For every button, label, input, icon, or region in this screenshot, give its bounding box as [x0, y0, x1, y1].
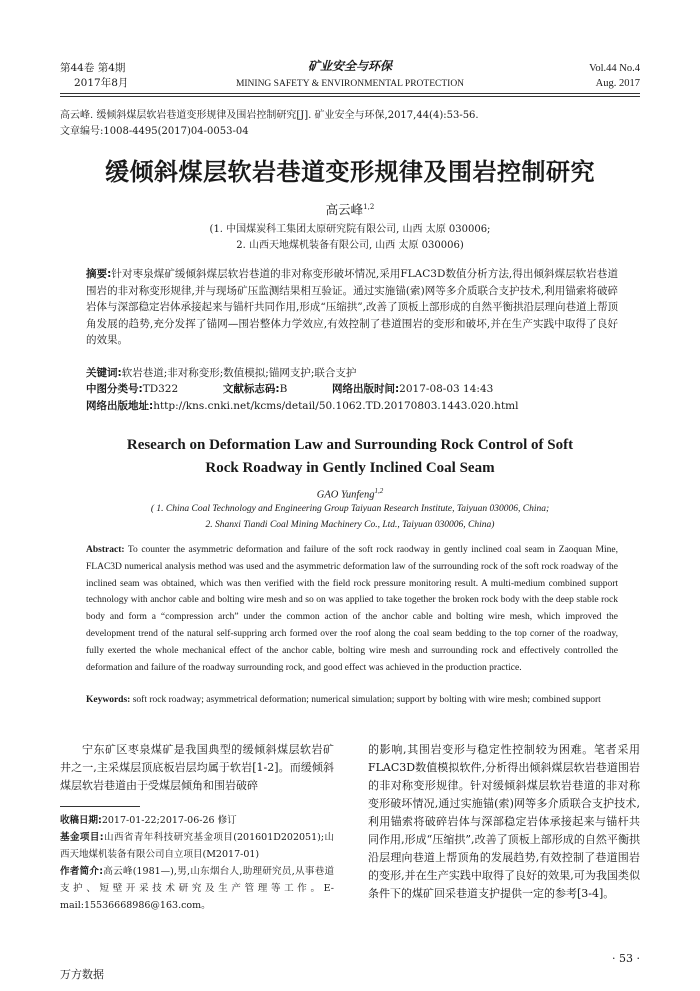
abstract-en-text: To counter the asymmetric deformation and failure of the soft rock raodway in gently inclined coal seam in Zaoquan Mine, FLAC3D numerical analysis method was used and the asymmetric deformation law of the surrounding rock of the soft rock roadway of the inclined seam was obtained, which was then verified with the field rock pressure monitoring result. A multi-medium combined support technology with anchor cable and bolting wire mesh and so on was applied to take together the broken rock body with the deep stable rock body and form a “compression arch” under the common action of the anchor cable and bolting wire mesh, which improved the development trend of the natural self-suppring arch formed over the roof along the coal seam bedding to the top corner of the roadway, fully exerted the whole mechanical effect of the anchor cable, bolting wire mesh and surrounding rock and effectively controlled the deformation and failure of the roadway surrounding rock, and good effect was achieved in the production practice.: [86, 545, 618, 673]
header-rule: [60, 93, 640, 94]
received-label: 收稿日期:: [60, 815, 102, 826]
header-date-cn: 2017年8月: [74, 77, 129, 89]
author-bio-value: 高云峰(1981—),男,山东烟台人,助理研究员,从事巷道支护、短壁开采技术研究及生产管理等工作。E-mail:15536668986@163.com。: [60, 866, 334, 911]
pub-url-link[interactable]: http://kns.cnki.net/kcms/detail/50.1062.TD.20170803.1443.020.html: [153, 400, 519, 412]
doc-code-value: B: [279, 383, 288, 395]
footnote-author: [60, 863, 334, 914]
title-en-line-1: Research on Deformation Law and Surrounding Rock Control of Soft: [126, 437, 574, 453]
footnote-rule: [60, 806, 140, 807]
footnote: [60, 812, 334, 914]
journal-name-cn: 矿业安全与环保: [307, 59, 392, 73]
affiliation-cn-1: (1. 中国煤炭科工集团太原研究院有限公司, 山西 太原 030006;: [209, 224, 491, 235]
classification-row: [86, 381, 618, 398]
header-vol-en: Vol.44 No.4: [589, 63, 640, 74]
pub-time-label: 网络出版时间:: [331, 383, 400, 395]
author-en-sup: 1,2: [374, 487, 384, 495]
header-volume: 第44卷 第4期: [60, 62, 126, 74]
body-right-column: 的影响,其围岩变形与稳定性控制较为困难。笔者采用FLAC3D数值模拟软件,分析得出倾斜煤层软岩巷道围岩的非对称变形规律。针对缓倾斜煤层软岩巷道的非对称变形破坏情况,通过实施锚(索)网等多介质联合支护技术,利用锚索将破碎岩体与深部稳定岩体承接起来与锚杆共同作用,形成“压缩拱”,改善了顶板上部形成的自然平衡拱沿层理向巷道上帮顶角的发展趋势,有效控制了巷道围岩的变形,并在生产实践中取得了良好的效果,可为我国类似条件下的煤矿回采巷道支护提供一定的参考[3-4]。: [368, 743, 640, 900]
title-en-line-2: Rock Roadway in Gently Inclined Coal Seam: [205, 460, 495, 476]
pub-url-row: [86, 398, 618, 415]
keywords-en-text: soft rock roadway; asymmetrical deformation; numerical simulation; support by bolting with wire mesh; combined support: [132, 695, 601, 705]
footnote-received: [60, 812, 334, 829]
journal-name-en: MINING SAFETY & ENVIRONMENTAL PROTECTION: [235, 79, 465, 89]
keywords-cn: [86, 365, 618, 382]
author-cn-sup: 1,2: [363, 202, 375, 211]
author-cn: [60, 200, 640, 218]
watermark: 万方数据: [60, 968, 104, 981]
header-rule-thin: [60, 96, 640, 97]
keywords-en: [86, 692, 618, 709]
abstract-cn-label: 摘要:: [86, 268, 112, 280]
author-en-name: GAO Yunfeng: [316, 489, 375, 501]
citation: 高云峰. 缓倾斜煤层软岩巷道变形规律及围岩控制研究[J]. 矿业安全与环保,2017,44(4):53-56.: [60, 110, 479, 121]
pub-url-label: 网络出版地址:: [86, 400, 154, 412]
author-en: [60, 487, 640, 501]
title-cn: 缓倾斜煤层软岩巷道变形规律及围岩控制研究: [105, 158, 595, 186]
abstract-en: [86, 542, 618, 676]
affiliation-en-1: ( 1. China Coal Technology and Engineering Group Taiyuan Research Institute, Taiyuan 030006, China;: [150, 504, 550, 514]
page-number: · 53 ·: [612, 952, 640, 965]
abstract-cn-text: 针对枣泉煤矿缓倾斜煤层软岩巷道的非对称变形破坏情况,采用FLAC3D数值分析方法,得出倾斜煤层软岩巷道围岩的非对称变形规律,并与现场矿压监测结果相互验证。通过实施锚(索)网等多介质联合支护技术,利用锚索将破碎岩体与深部稳定岩体承接起来与锚杆共同作用,形成“压缩拱”,改善了顶板上部形成的自然平衡拱沿层理向巷道上帮顶角发展的趋势,充分发挥了锚网—围岩整体力学效应,有效控制了巷道围岩的变形和破坏,并在生产实践中取得了良好的效果。: [86, 268, 618, 346]
received-value: 2017-01-22;2017-06-26 修订: [101, 815, 237, 826]
fund-value: 山西省青年科技研究基金项目(201601D202051);山西天地煤机装备有限公司自立项目(M2017-01): [60, 832, 334, 860]
pub-time-value: 2017-08-03 14:43: [399, 383, 494, 395]
author-bio-label: 作者简介:: [60, 866, 104, 877]
footnote-fund: [60, 829, 334, 863]
clc-label: 中图分类号:: [86, 383, 143, 395]
affiliation-en-2: 2. Shanxi Tiandi Coal Mining Machinery Co., Ltd., Taiyuan 030006, China): [205, 520, 495, 530]
author-cn-name: 高云峰: [325, 202, 364, 217]
body-left-column: 宁东矿区枣泉煤矿是我国典型的缓倾斜煤层软岩矿井之一,主采煤层顶底板岩层均属于软岩[1-2]。而缓倾斜煤层软岩巷道由于受煤层倾角和围岩破碎: [60, 743, 334, 792]
abstract-en-label: Abstract:: [86, 545, 125, 555]
affiliation-cn-2: 2. 山西天地煤机装备有限公司, 山西 太原 030006): [236, 240, 464, 251]
fund-label: 基金项目:: [60, 832, 104, 843]
clc-value: TD322: [142, 383, 179, 395]
keywords-cn-label: 关键词:: [86, 367, 122, 379]
keywords-cn-text: 软岩巷道;非对称变形;数值模拟;锚网支护;联合支护: [121, 367, 357, 379]
keywords-en-label: Keywords:: [86, 695, 131, 705]
header-date-en: Aug. 2017: [595, 78, 640, 89]
doc-code-label: 文献标志码:: [222, 383, 280, 395]
article-number: 文章编号:1008-4495(2017)04-0053-04: [60, 126, 249, 137]
abstract-cn: [86, 266, 618, 349]
